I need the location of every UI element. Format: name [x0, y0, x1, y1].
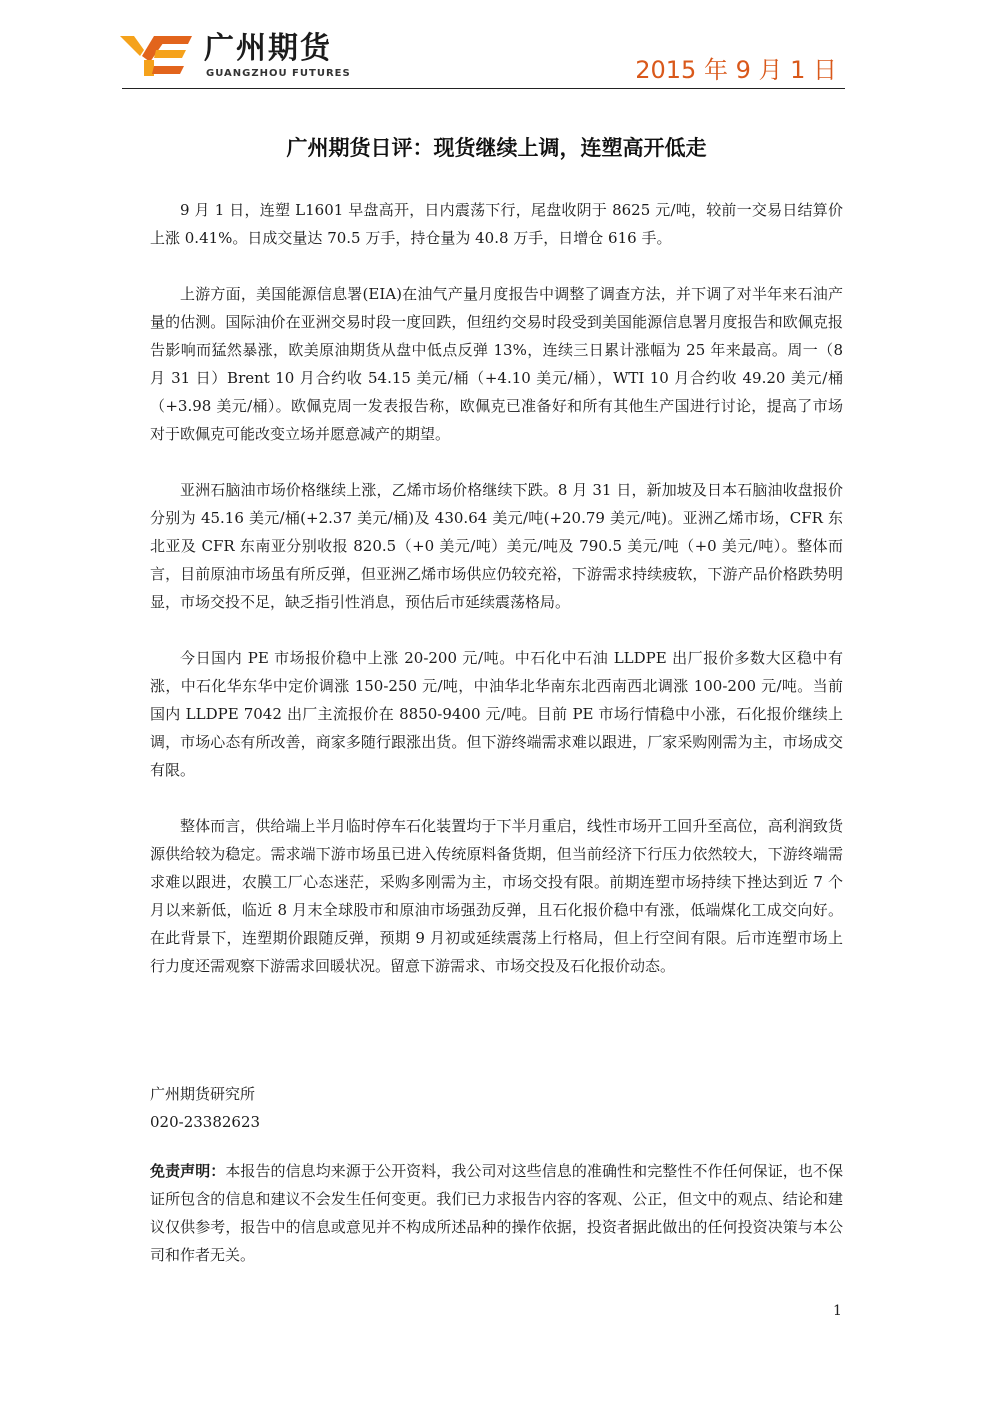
phone-number: 020-23382623 — [150, 1113, 261, 1131]
brand-name-en: GUANGZHOU FUTURES — [206, 68, 351, 79]
report-title: 广州期货日评：现货继续上调，连塑高开低走 — [286, 136, 707, 160]
guangzhou-futures-logo-icon — [120, 32, 192, 78]
disclaimer-text: 本报告的信息均来源于公开资料，我公司对这些信息的准确性和完整性不作任何保证，也不保证所包含的信息和建议不会发生任何变更。我们已力求报告内容的客观、公正，但文中的观点、结论和建议仅供参考，报告中的信息或意见并不构成所述品种的操作依据，投资者据此做出的任何投资决策与本公司和作者无关。 — [150, 1162, 843, 1264]
report-date: 2015 年 9 月 1 日 — [635, 56, 837, 84]
paragraph-market-summary: 9 月 1 日，连塑 L1601 早盘高开，日内震荡下行，尾盘收阴于 8625 元/吨，较前一交易日结算价上涨 0.41%。日成交量达 70.5 万手，持仓量为 40.8 万手，日增仓 616 手。 — [150, 201, 843, 247]
paragraph-domestic-pe: 今日国内 PE 市场报价稳中上涨 20-200 元/吨。中石化中石油 LLDPE 出厂报价多数大区稳中有涨，中石化华东华中定价调涨 150-250 元/吨，中油华北华南东北西南西北调涨 100-200 元/吨。当前国内 LLDPE 7042 出厂主流报价在 8850-9400 元/吨。目前 PE 市场行情稳中小涨，石化报价继续上调，市场心态有所改善，商家多随行跟涨出货。但下游终端需求难以跟进，厂家采购刚需为主，市场成交有限。 — [150, 649, 843, 779]
page-header — [120, 28, 845, 90]
disclaimer — [150, 1157, 843, 1269]
institute-name: 广州期货研究所 — [150, 1085, 256, 1103]
page-number: 1 — [833, 1303, 842, 1319]
paragraph-outlook: 整体而言，供给端上半月临时停车石化装置均于下半月重启，线性市场开工回升至高位，高利润致货源供给较为稳定。需求端下游市场虽已进入传统原料备货期，但当前经济下行压力依然较大，下游终端需求难以跟进，农膜工厂心态迷茫，采购多刚需为主，市场交投有限。前期连塑市场持续下挫达到近 7 个月以来新低，临近 8 月末全球股市和原油市场强劲反弹，且石化报价稳中有涨，低端煤化工成交向好。在此背景下，连塑期价跟随反弹，预期 9 月初或延续震荡上行格局，但上行空间有限。后市连塑市场上行力度还需观察下游需求回暖状况。留意下游需求、市场交投及石化报价动态。 — [150, 817, 843, 975]
paragraph-upstream: 上游方面，美国能源信息署(EIA)在油气产量月度报告中调整了调查方法，并下调了对半年来石油产量的估测。国际油价在亚洲交易时段一度回跌，但纽约交易时段受到美国能源信息署月度报告和欧佩克报告影响而猛然暴涨，欧美原油期货从盘中低点反弹 13%，连续三日累计涨幅为 25 年来最高。周一（8 月 31 日）Brent 10 月合约收 54.15 美元/桶（+4.10 美元/桶），WTI 10 月合约收 49.20 美元/桶（+3.98 美元/桶）。欧佩克周一发表报告称，欧佩克已准备好和所有其他生产国进行讨论，提高了市场对于欧佩克可能改变立场并愿意减产的期望。 — [150, 285, 843, 443]
brand-name-cn: 广州期货 — [204, 31, 332, 66]
report-body — [150, 196, 843, 1008]
contact-block — [150, 1080, 843, 1136]
header-divider — [122, 88, 845, 89]
paragraph-naphtha-ethylene: 亚洲石脑油市场价格继续上涨，乙烯市场价格继续下跌。8 月 31 日，新加坡及日本石脑油收盘报价分别为 45.16 美元/桶(+2.37 美元/桶)及 430.64 美元/吨(+20.79 美元/吨)。亚洲乙烯市场，CFR 东北亚及 CFR 东南亚分别收报 820.5（+0 美元/吨）美元/吨及 790.5 美元/吨（+0 美元/吨）。整体而言，目前原油市场虽有所反弹，但亚洲乙烯市场供应仍较充裕，下游需求持续疲软，下游产品价格跌势明显，市场交投不足，缺乏指引性消息，预估后市延续震荡格局。 — [150, 481, 843, 611]
disclaimer-label: 免责声明： — [150, 1162, 226, 1180]
